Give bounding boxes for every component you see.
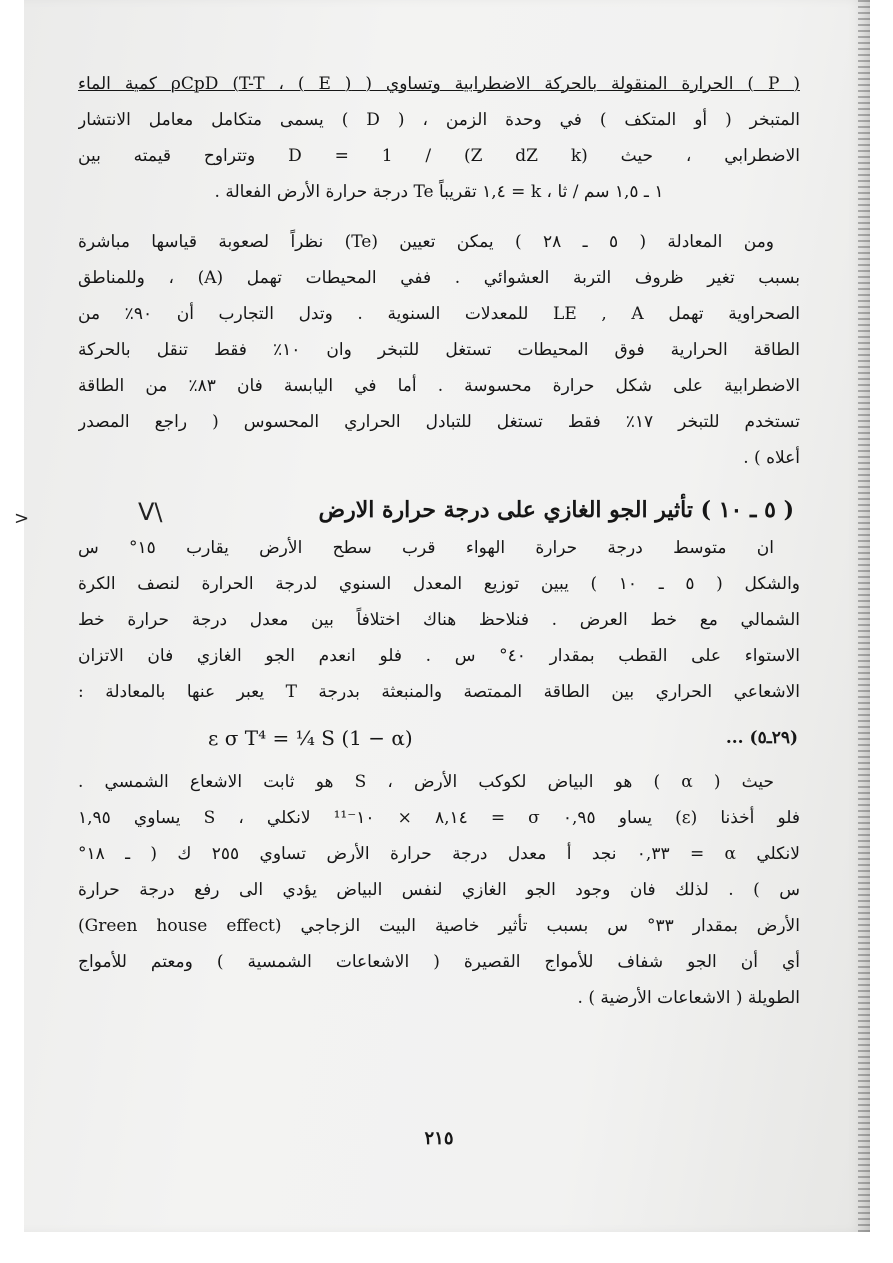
text-line: الطويلة ( الاشعاعات الأرضية ) .: [577, 988, 800, 1008]
text-line: الطاقة الحرارية فوق المحيطات تستغل للتبخر وان ١٠٪ فقط تنقل بالحركة: [78, 340, 800, 360]
equation-formula: ε σ T⁴ = ¼ S (1 − α): [208, 726, 413, 750]
text-line: تستخدم للتبخر ١٧٪ فقط تستغل للتبادل الحراري المحسوس ( راجع المصدر: [78, 412, 800, 432]
text-line: الاضطرابي ، حيث D = 1 / (Z dZ k) وتتراوح قيمته بين: [78, 146, 800, 166]
text-line: أعلاه ) .: [743, 448, 800, 468]
handwritten-margin-mark: V\: [138, 498, 163, 526]
text-line: الاضطرابية على شكل حرارة محسوسة . أما في اليابسة فان ٨٣٪ من الطاقة: [78, 376, 800, 396]
text-line: لانكلي α = ٠,٣٣ نجد أ معدل درجة حرارة الأرض تساوي ٢٥٥ ك ( ـ ١٨°: [78, 844, 800, 864]
section-heading-text: ( ٥ ـ ١٠ ) تأثير الجو الغازي على درجة حرارة الارض: [318, 497, 794, 523]
text-line: ( P ) الحرارة المنقولة بالحركة الاضطرابية وتساوي ( ρCpD (T-T ، ( E ) كمية الماء: [78, 74, 800, 94]
text-line: المتبخر ( أو المتكف ) في وحدة الزمن ، ( D ) يسمى متكامل معامل الانتشار: [78, 110, 800, 130]
text-line: الاشعاعي الحراري بين الطاقة الممتصة والمنبعثة بدرجة T يعبر عنها بالمعادلة :: [78, 682, 800, 702]
text-line: ١ ـ ١,٥ سم / ثا ، k = ١,٤ تقريباً Te درجة حرارة الأرض الفعالة .: [214, 182, 664, 202]
text-line: ومن المعادلة ( ٥ ـ ٢٨ ) يمكن تعيين (Te) نظراً لصعوبة قياسها مباشرة: [78, 232, 775, 252]
document-page: [78, 66, 800, 1206]
text-line: بسبب تغير ظروف التربة العشوائي . ففي المحيطات تهمل (A) ، وللمناطق: [78, 268, 800, 288]
paragraph-4: [78, 764, 800, 1016]
text-line: فلو أخذنا (ε) يساو ٠,٩٥ σ = ٨,١٤ × ١٠⁻¹¹ لانكلي ، S يساوي ١,٩٥: [78, 808, 800, 828]
text-line: الصحراوية تهمل LE , A للمعدلات السنوية . وتدل التجارب أن ٩٠٪ من: [78, 304, 800, 324]
handwritten-arrow-mark: >: [14, 508, 30, 529]
section-heading: [78, 490, 800, 530]
page-number: ٢١٥: [424, 1128, 454, 1149]
text-line: حيث ( α ) هو البياض لكوكب الأرض ، S هو ثابت الاشعاع الشمسي .: [78, 772, 774, 792]
text-line: س ) . لذلك فان وجود الجو الغازي لنفس البياض يؤدي الى رفع درجة حرارة: [78, 880, 800, 900]
text-line: الأرض بمقدار ٣٣° س بسبب تأثير خاصية البيت الزجاجي (Green house effect): [78, 916, 800, 936]
equation-block: [78, 716, 800, 760]
text-line: أي أن الجو شفاف للأمواج القصيرة ( الاشعاعات الشمسية ) ومعتم للأمواج: [78, 952, 800, 972]
equation-number: ... (٢٩ـ٥): [725, 728, 798, 748]
text-line: والشكل ( ٥ ـ ١٠ ) يبين توزيع المعدل السنوي لدرجة الحرارة لنصف الكرة: [78, 574, 800, 594]
paragraph-1: [78, 66, 800, 210]
paragraph-3: [78, 530, 800, 710]
text-line: ان متوسط درجة حرارة الهواء قرب سطح الأرض يقارب ١٥° س: [78, 538, 775, 558]
paragraph-2: [78, 224, 800, 476]
text-line: الاستواء على القطب بمقدار ٤٠° س . فلو انعدم الجو الغازي فان الاتزان: [78, 646, 800, 666]
binding-edge: [858, 0, 870, 1232]
text-line: الشمالي مع خط العرض . فنلاحظ هناك اختلافاً بين معدل درجة حرارة خط: [78, 610, 800, 630]
